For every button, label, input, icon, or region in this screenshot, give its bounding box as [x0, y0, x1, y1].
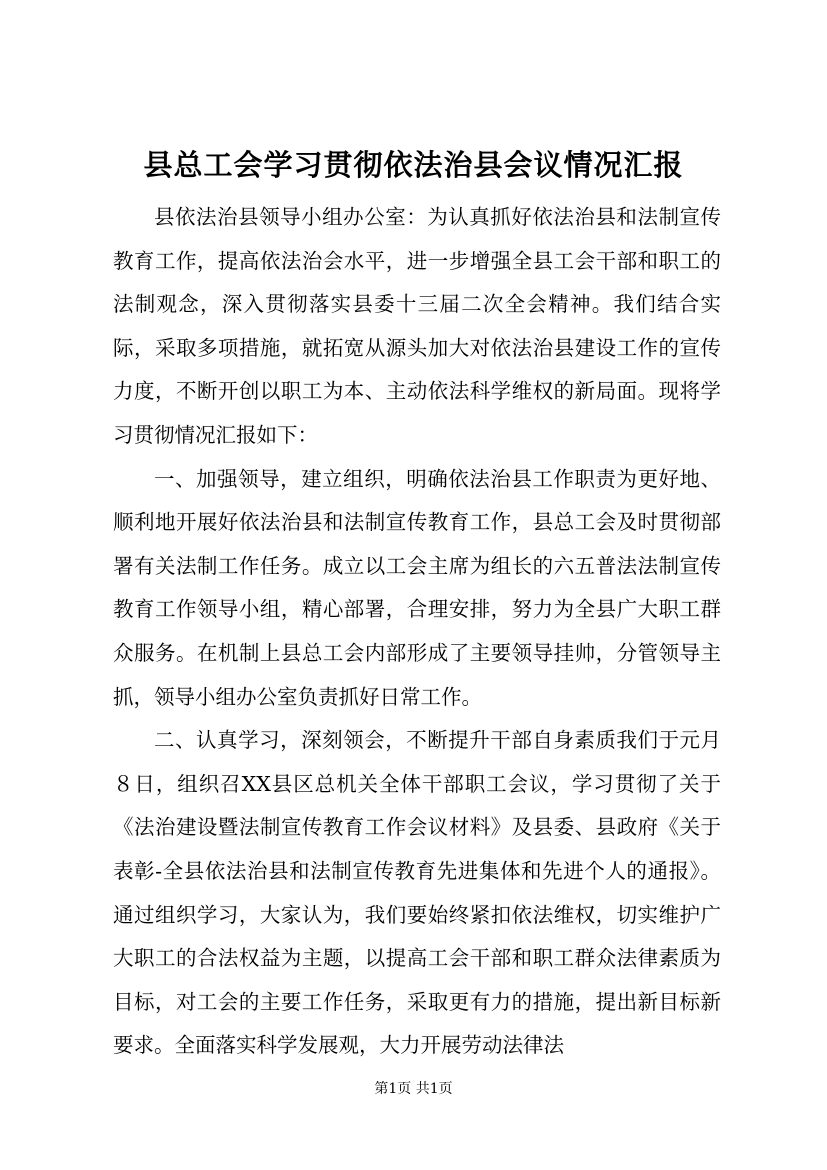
page-number-footer: 第1页 共1页	[374, 1081, 453, 1097]
document-body	[113, 196, 721, 1068]
document-title: 县总工会学习贯彻依法治县会议情况汇报	[143, 148, 684, 182]
paragraph-section-1: 一、加强领导，建立组织，明确依法治县工作职责为更好地、顺利地开展好依法治县和法制宣传教育工作，县总工会及时贯彻部署有关法制工作任务。成立以工会主席为组长的六五普法法制宣传教育工作领导小组，精心部署，合理安排，努力为全县广大职工群众服务。在机制上县总工会内部形成了主要领导挂帅，分管领导主抓，领导小组办公室负责抓好日常工作。	[113, 466, 721, 709]
paragraph-intro: 县依法治县领导小组办公室：为认真抓好依法治县和法制宣传教育工作，提高依法治会水平，进一步增强全县工会干部和职工的法制观念，深入贯彻落实县委十三届二次全会精神。我们结合实际，采取多项措施，就拓宽从源头加大对依法治县建设工作的宣传力度，不断开创以职工为本、主动依法科学维权的新局面。现将学习贯彻情况汇报如下：	[113, 205, 721, 447]
paragraph-section-2: 二、认真学习，深刻领会，不断提升干部自身素质我们于元月８日，组织召XX县区总机关全体干部职工会议，学习贯彻了关于《法治建设暨法制宣传教育工作会议材料》及县委、县政府《关于表彰-全县依法治县和法制宣传教育先进集体和先进个人的通报》。通过组织学习，大家认为，我们要始终紧扣依法维权，切实维护广大职工的合法权益为主题，以提高工会干部和职工群众法律素质为目标，对工会的主要工作任务，采取更有力的措施，提出新目标新要求。全面落实科学发展观，大力开展劳动法律法	[113, 728, 721, 1058]
